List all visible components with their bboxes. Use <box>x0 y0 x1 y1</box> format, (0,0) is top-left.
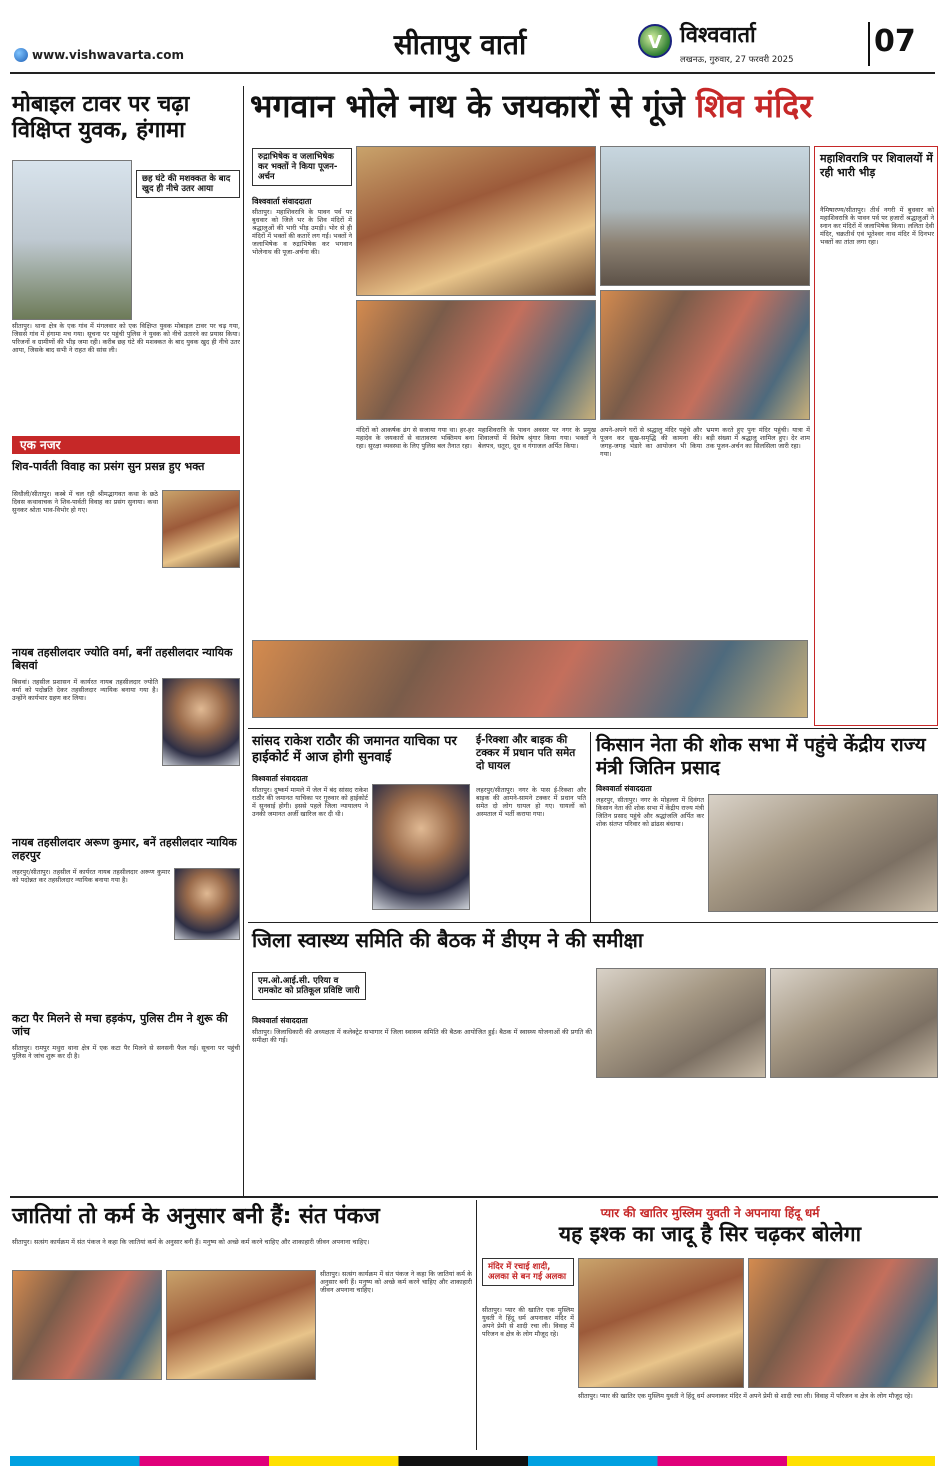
pankaj-body: सीतापुर। सत्संग कार्यक्रम में संत पंकज ने कहा कि जातियां कर्म के अनुसार बनी हैं। मनुष्य को अच्छे कर्म करने चाहिए और शाकाहारी जीवन अपनाना चाहिए। <box>12 1238 370 1246</box>
main-body-col3: महाशिवरात्रि के पावन अवसर पर नगर के प्रमुख शिवालयों में विशेष श्रृंगार किया गया। भक्तों ने बेलपत्र, धतूरा, दूध व गंगाजल अर्पित किया। <box>478 426 596 451</box>
ek-nazar-item4-body: सीतापुर। रामपुर मथुरा थाना क्षेत्र में एक कटा पैर मिलने से सनसनी फैल गई। सूचना पर पहुंची पुलिस ने जांच शुरू कर दी है। <box>12 1044 240 1061</box>
ek-nazar-item2-body: बिसवां। तहसील प्रशासन में कार्यरत नायब तहसीलदार ज्योति वर्मा को पदोन्नति देकर तहसीलदार न्यायिक बनाया गया है। उन्होंने कार्यभार ग्रहण कर लिया। <box>12 678 158 703</box>
ek-nazar-item3-photo <box>174 868 240 940</box>
sidebar-headline: महाशिवरात्रि पर शिवालयों में रही भारी भीड़ <box>820 152 933 179</box>
love-photo-1 <box>578 1258 744 1388</box>
color-registration-bar <box>10 1456 935 1466</box>
ek-nazar-item3-headline: नायब तहसीलदार अरूण कुमार, बनें तहसीलदार न्यायिक लहरपुर <box>12 836 237 862</box>
main-headline <box>250 87 940 125</box>
ek-nazar-item2-photo <box>162 678 240 766</box>
pankaj-photo-2 <box>166 1270 316 1380</box>
ek-nazar-item3-body: लहरपुर/सीतापुर। तहसील में कार्यरत नायब तहसीलदार अरूण कुमार को पदोन्नत कर तहसीलदार न्यायिक बनाया गया है। <box>12 868 170 885</box>
mp-body: सीतापुर। दुष्कर्म मामले में जेल में बंद सांसद राकेश राठौर की जमानत याचिका पर गुरुवार को हाईकोर्ट में सुनवाई होगी। इससे पहले जिला न्यायालय ने उनकी जमानत अर्जी खारिज कर दी थी। <box>252 786 368 819</box>
love-body-cont: सीतापुर। प्यार की खातिर एक मुस्लिम युवती ने हिंदू धर्म अपनाकर मंदिर में अपने प्रेमी से शादी रचा ली। विवाह में परिजन व क्षेत्र के लोग मौजूद रहे। <box>578 1392 913 1400</box>
pankaj-body-cont: सीतापुर। सत्संग कार्यक्रम में संत पंकज ने कहा कि जातियां कर्म के अनुसार बनी हैं। मनुष्य को अच्छे कर्म करने चाहिए और शाकाहारी जीवन अपनाना चाहिए। <box>320 1270 472 1295</box>
health-photo-2 <box>770 968 938 1078</box>
ek-nazar-item1-body: सिधौली/सीतापुर। कस्बे में चल रही श्रीमद्भागवत कथा के छठे दिवस कथावाचक ने शिव-पार्वती विवाह का प्रसंग सुनाया। कथा सुनकर श्रोता भाव-विभोर हो गए। <box>12 490 158 515</box>
ek-nazar-item1-photo <box>162 490 240 568</box>
main-photo-worship <box>356 300 596 420</box>
tower-subhead: छह घंटे की मशक्कत के बाद खुद ही नीचे उतर आया <box>136 170 240 198</box>
health-headline: जिला स्वास्थ्य समिति की बैठक में डीएम ने की समीक्षा <box>252 928 644 952</box>
logo-icon: V <box>638 24 672 58</box>
main-body-col5: भ्रमण करते हुए पुनः मंदिर पहुंची। यात्रा में बड़ी संख्या में श्रद्धालु शामिल हुए। देर शाम तक पूजन-अर्चन का सिलसिला जारी रहा। <box>706 426 810 451</box>
accident-headline: ई-रिक्शा और बाइक की टक्कर में प्रधान पति समेत दो घायल <box>476 734 576 772</box>
main-byline: विश्ववार्ता संवाददाता <box>252 197 312 206</box>
page-number-divider <box>868 22 870 66</box>
dateline: लखनऊ, गुरुवार, 27 फरवरी 2025 <box>680 55 794 65</box>
love-headline: यह इश्क का जादू है सिर चढ़कर बोलेगा <box>558 1222 862 1246</box>
mp-byline: विश्ववार्ता संवाददाता <box>252 774 308 783</box>
pankaj-photo-1 <box>12 1270 162 1380</box>
ek-nazar-item4-headline: कटा पैर मिलने से मचा हड़कंप, पुलिस टीम ने शुरू की जांच <box>12 1012 228 1038</box>
love-kicker: प्यार की खातिर मुस्लिम युवती ने अपनाया हिंदू धर्म <box>600 1206 820 1220</box>
left-column-rule <box>243 86 244 1196</box>
globe-icon <box>14 48 28 62</box>
love-callout: मंदिर में रचाई शादी, अलका से बन गई अलका <box>482 1258 574 1286</box>
header-rule <box>10 72 935 74</box>
pankaj-headline: जातियां तो कर्म के अनुसार बनी हैं: संत पंकज <box>12 1204 380 1229</box>
main-headline-part1: भगवान भोले नाथ के जयकारों से गूंजे <box>250 87 696 125</box>
main-body-col1: सीतापुर। महाशिवरात्रि के पावन पर्व पर बुधवार को जिले भर के शिव मंदिरों में श्रद्धालुओं की भारी भीड़ उमड़ी। भोर से ही मंदिरों में भक्तों की कतारें लग गईं। भक्तों ने जलाभिषेक व रुद्राभिषेक कर भगवान भोलेनाथ की पूजा-अर्चना की। <box>252 208 352 257</box>
tower-headline: मोबाइल टावर पर चढ़ा विक्षिप्त युवक, हंगामा <box>12 92 190 143</box>
bottom-divider <box>476 1200 477 1450</box>
brand-name: विश्ववार्ता <box>680 23 756 48</box>
main-body-col2: मंदिरों को आकर्षक ढंग से सजाया गया था। हर-हर महादेव के जयकारों से वातावरण भक्तिमय बना रहा। सुरक्षा व्यवस्था के लिए पुलिस बल तैनात रहा। <box>356 426 474 451</box>
jitin-photo <box>708 794 938 912</box>
section-title: सीतापुर वार्ता <box>393 28 527 61</box>
health-photo-1 <box>596 968 766 1078</box>
main-headline-part2: शिव मंदिर <box>695 87 813 125</box>
main-photo-temple <box>356 146 596 296</box>
sidebar-body: नैमिषारण्य/सीतापुर। तीर्थ नगरी में बुधवार को महाशिवरात्रि के पावन पर्व पर हजारों श्रद्धालुओं ने स्नान कर मंदिरों में जलाभिषेक किया। ललिता देवी मंदिर, चक्रतीर्थ एवं भूतेश्वर नाथ मंदिर में दिनभर भक्तों का तांता लगा रहा। <box>820 206 934 247</box>
health-byline: विश्ववार्ता संवाददाता <box>252 1016 308 1025</box>
tower-photo <box>12 160 132 320</box>
mid-rule-2 <box>248 922 938 923</box>
love-body: सीतापुर। प्यार की खातिर एक मुस्लिम युवती ने हिंदू धर्म अपनाकर मंदिर में अपने प्रेमी से शादी रचा ली। विवाह में परिजन व क्षेत्र के लोग मौजूद रहे। <box>482 1306 574 1339</box>
website-url[interactable]: www.vishwavarta.com <box>32 48 184 62</box>
page-number: 07 <box>874 24 916 59</box>
main-callout: रुद्राभिषेक व जलाभिषेक कर भक्तों ने किया पूजन-अर्चन <box>252 148 352 186</box>
mid-rule-1 <box>248 728 938 729</box>
mp-photo <box>372 784 470 910</box>
health-body: सीतापुर। जिलाधिकारी की अध्यक्षता में कलेक्ट्रेट सभागार में जिला स्वास्थ्य समिति की बैठक आयोजित हुई। बैठक में स्वास्थ्य योजनाओं की प्रगति की समीक्षा की गई। <box>252 1028 592 1045</box>
lower-rule <box>10 1196 938 1198</box>
masthead <box>0 0 945 74</box>
love-photo-2 <box>748 1258 938 1388</box>
ek-nazar-item1-headline: शिव-पार्वती विवाह का प्रसंग सुन प्रसन्न हुए भक्त <box>12 460 205 473</box>
jitin-headline: किसान नेता की शोक सभा में पहुंचे केंद्रीय राज्य मंत्री जितिन प्रसाद <box>596 734 926 779</box>
accident-body: लहरपुर/सीतापुर। नगर के पास ई-रिक्शा और बाइक की आमने-सामने टक्कर में प्रधान पति समेत दो लोग घायल हो गए। घायलों को अस्पताल में भर्ती कराया गया। <box>476 786 586 819</box>
main-photo-procession <box>252 640 808 718</box>
mid-rule-vert <box>590 732 591 922</box>
main-photo-rituals <box>600 290 810 420</box>
health-callout: एम.ओ.आई.सी. एरिया व रामकोट को प्रतिकूल प्रविष्टि जारी <box>252 972 366 1000</box>
main-photo-river <box>600 146 810 286</box>
ek-nazar-item2-headline: नायब तहसीलदार ज्योति वर्मा, बनीं तहसीलदार न्यायिक बिसवां <box>12 646 233 672</box>
jitin-body: लहरपुर, सीतापुर। नगर के मोहल्ला में दिवंगत किसान नेता की शोक सभा में केंद्रीय राज्य मंत्री जितिन प्रसाद पहुंचे और श्रद्धांजलि अर्पित कर शोक संतप्त परिवार को ढांढस बंधाया। <box>596 796 704 829</box>
tower-body: सीतापुर। थाना क्षेत्र के एक गांव में मंगलवार को एक विक्षिप्त युवक मोबाइल टावर पर चढ़ गया, जिससे गांव में हंगामा मच गया। सूचना पर पहुंची पुलिस ने युवक को नीचे उतारने का प्रयास किया। परिजनों व ग्रामीणों की भीड़ जमा रही। करीब छह घंटे की मशक्कत के बाद युवक खुद ही नीचे उतर आया, जिसके बाद सभी ने राहत की सांस ली। <box>12 322 240 355</box>
main-body-col4: अपने-अपने घरों से श्रद्धालु मंदिर पहुंचे और पूजन कर सुख-समृद्धि की कामना की। जगह-जगह भंडारे का आयोजन भी किया गया। <box>600 426 702 459</box>
ek-nazar-label: एक नजर <box>12 436 240 454</box>
jitin-byline: विश्ववार्ता संवाददाता <box>596 784 652 793</box>
mp-headline: सांसद राकेश राठौर की जमानत याचिका पर हाईकोर्ट में आज होगी सुनवाई <box>252 734 457 765</box>
